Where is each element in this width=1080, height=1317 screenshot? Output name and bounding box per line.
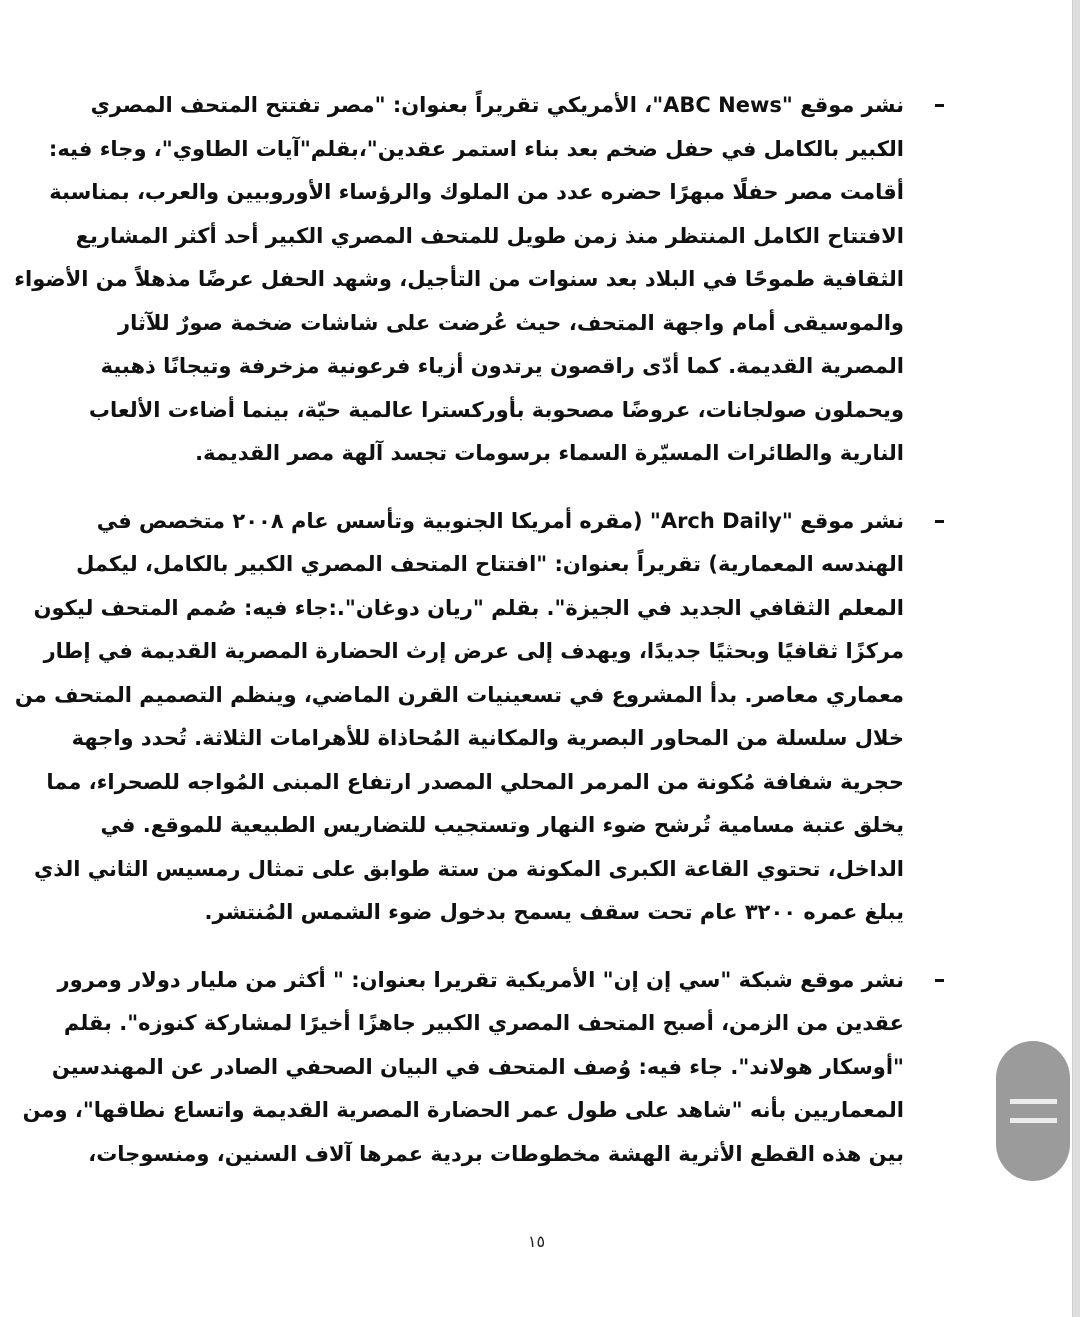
text-line: المعلم الثقافي الجديد في الجيزة". بقلم "ريان دوغان".:جاء فيه: صُمم المتحف ليكون	[33, 595, 904, 620]
text-line: النارية والطائرات المسيّرة السماء برسومات تجسد آلهة مصر القديمة.	[195, 441, 904, 465]
bullet-item-cnn	[22, 959, 904, 1177]
text-line: يبلغ عمره ٣٢٠٠ عام تحت سقف يسمح بدخول ضوء الشمس المُنتشر.	[204, 900, 904, 924]
text-line: الافتتاح الكامل المنتظر منذ زمن طويل للمتحف المصري الكبير أحد أكثر المشاريع	[75, 223, 904, 248]
text-line: نشر موقع "Arch Daily" (مقره أمريكا الجنوبية وتأسس عام ٢٠٠٨ متخصص في	[96, 508, 904, 533]
text-line: والموسيقى أمام واجهة المتحف، حيث عُرضت على شاشات ضخمة صورٌ للآثار	[118, 310, 904, 335]
text-line: أقامت مصر حفلًا مبهرًا حضره عدد من الملوك والرؤساء الأوروبيين والعرب، بمناسبة	[49, 180, 904, 204]
page-number: ١٥	[527, 1232, 546, 1251]
text-line: خلال سلسلة من المحاور البصرية والمكانية المُحاذاة للأهرامات الثلاثة. تُحدد واجهة	[71, 726, 904, 750]
text-line: الثقافية طموحًا في البلاد بعد سنوات من التأجيل، وشهد الحفل عرضًا مذهلاً من الأضواء	[14, 267, 904, 291]
text-line: "أوسكار هولاند". جاء فيه: وُصف المتحف في البيان الصحفي الصادر عن المهندسين	[51, 1054, 904, 1079]
dash-bullet-icon	[930, 500, 948, 543]
text-line: الكبير بالكامل في حفل ضخم بعد بناء استمر عقدين"،بقلم"آيات الطاوي"، وجاء فيه:	[48, 136, 904, 161]
text-line: الداخل، تحتوي القاعة الكبرى المكونة من ستة طوابق على تمثال رمسيس الثاني الذي	[34, 856, 904, 881]
text-line: نشر موقع شبكة "سي إن إن" الأمريكية تقريرا بعنوان: " أكثر من مليار دولار ومرور	[57, 967, 904, 992]
viewer-right-edge	[1072, 0, 1080, 1317]
scroll-handle[interactable]	[996, 1041, 1070, 1181]
dash-bullet-icon	[930, 84, 948, 127]
text-line: المعماريين بأنه "شاهد على طول عمر الحضارة المصرية القديمة واتساع نطاقها"، ومن	[22, 1098, 904, 1122]
text-line: الهندسه المعمارية) تقريراً بعنوان: "افتتاح المتحف المصري الكبير بالكامل، ليكمل	[76, 552, 904, 576]
text-line: المصرية القديمة. كما أدّى راقصون يرتدون أزياء فرعونية مزخرفة وتيجانًا ذهبية	[100, 354, 904, 378]
page-content	[14, 84, 904, 1200]
bullet-item-abc-news	[14, 84, 904, 476]
drag-handle-icon	[1010, 1099, 1057, 1104]
text-line: نشر موقع "ABC News"، الأمريكي تقريراً بعنوان: "مصر تفتتح المتحف المصري	[90, 93, 904, 117]
drag-handle-icon	[1010, 1118, 1057, 1123]
dash-bullet-icon	[930, 959, 948, 1002]
bullet-item-arch-daily	[14, 500, 904, 935]
text-line: مركزًا ثقافيًا وبحثيًا جديدًا، ويهدف إلى عرض إرث الحضارة المصرية القديمة في إطار	[43, 639, 904, 663]
text-line: عقدين من الزمن، أصبح المتحف المصري الكبير جاهزًا أخيرًا لمشاركة كنوزه". بقلم	[63, 1011, 904, 1035]
text-line: بين هذه القطع الأثرية الهشة مخطوطات بردية عمرها آلاف السنين، ومنسوجات،	[88, 1141, 904, 1166]
text-line: ويحملون صولجانات، عروضًا مصحوبة بأوركسترا عالمية حيّة، بينما أضاءت الألعاب	[88, 397, 904, 422]
text-line: يخلق عتبة مسامية تُرشح ضوء النهار وتستجيب للتضاريس الطبيعية للموقع. في	[100, 813, 904, 837]
text-line: حجرية شفافة مُكونة من المرمر المحلي المصدر ارتفاع المبنى المُواجه للصحراء، مما	[46, 769, 904, 794]
text-line: معماري معاصر. بدأ المشروع في تسعينيات القرن الماضي، وينظم التصميم المتحف من	[14, 682, 904, 707]
